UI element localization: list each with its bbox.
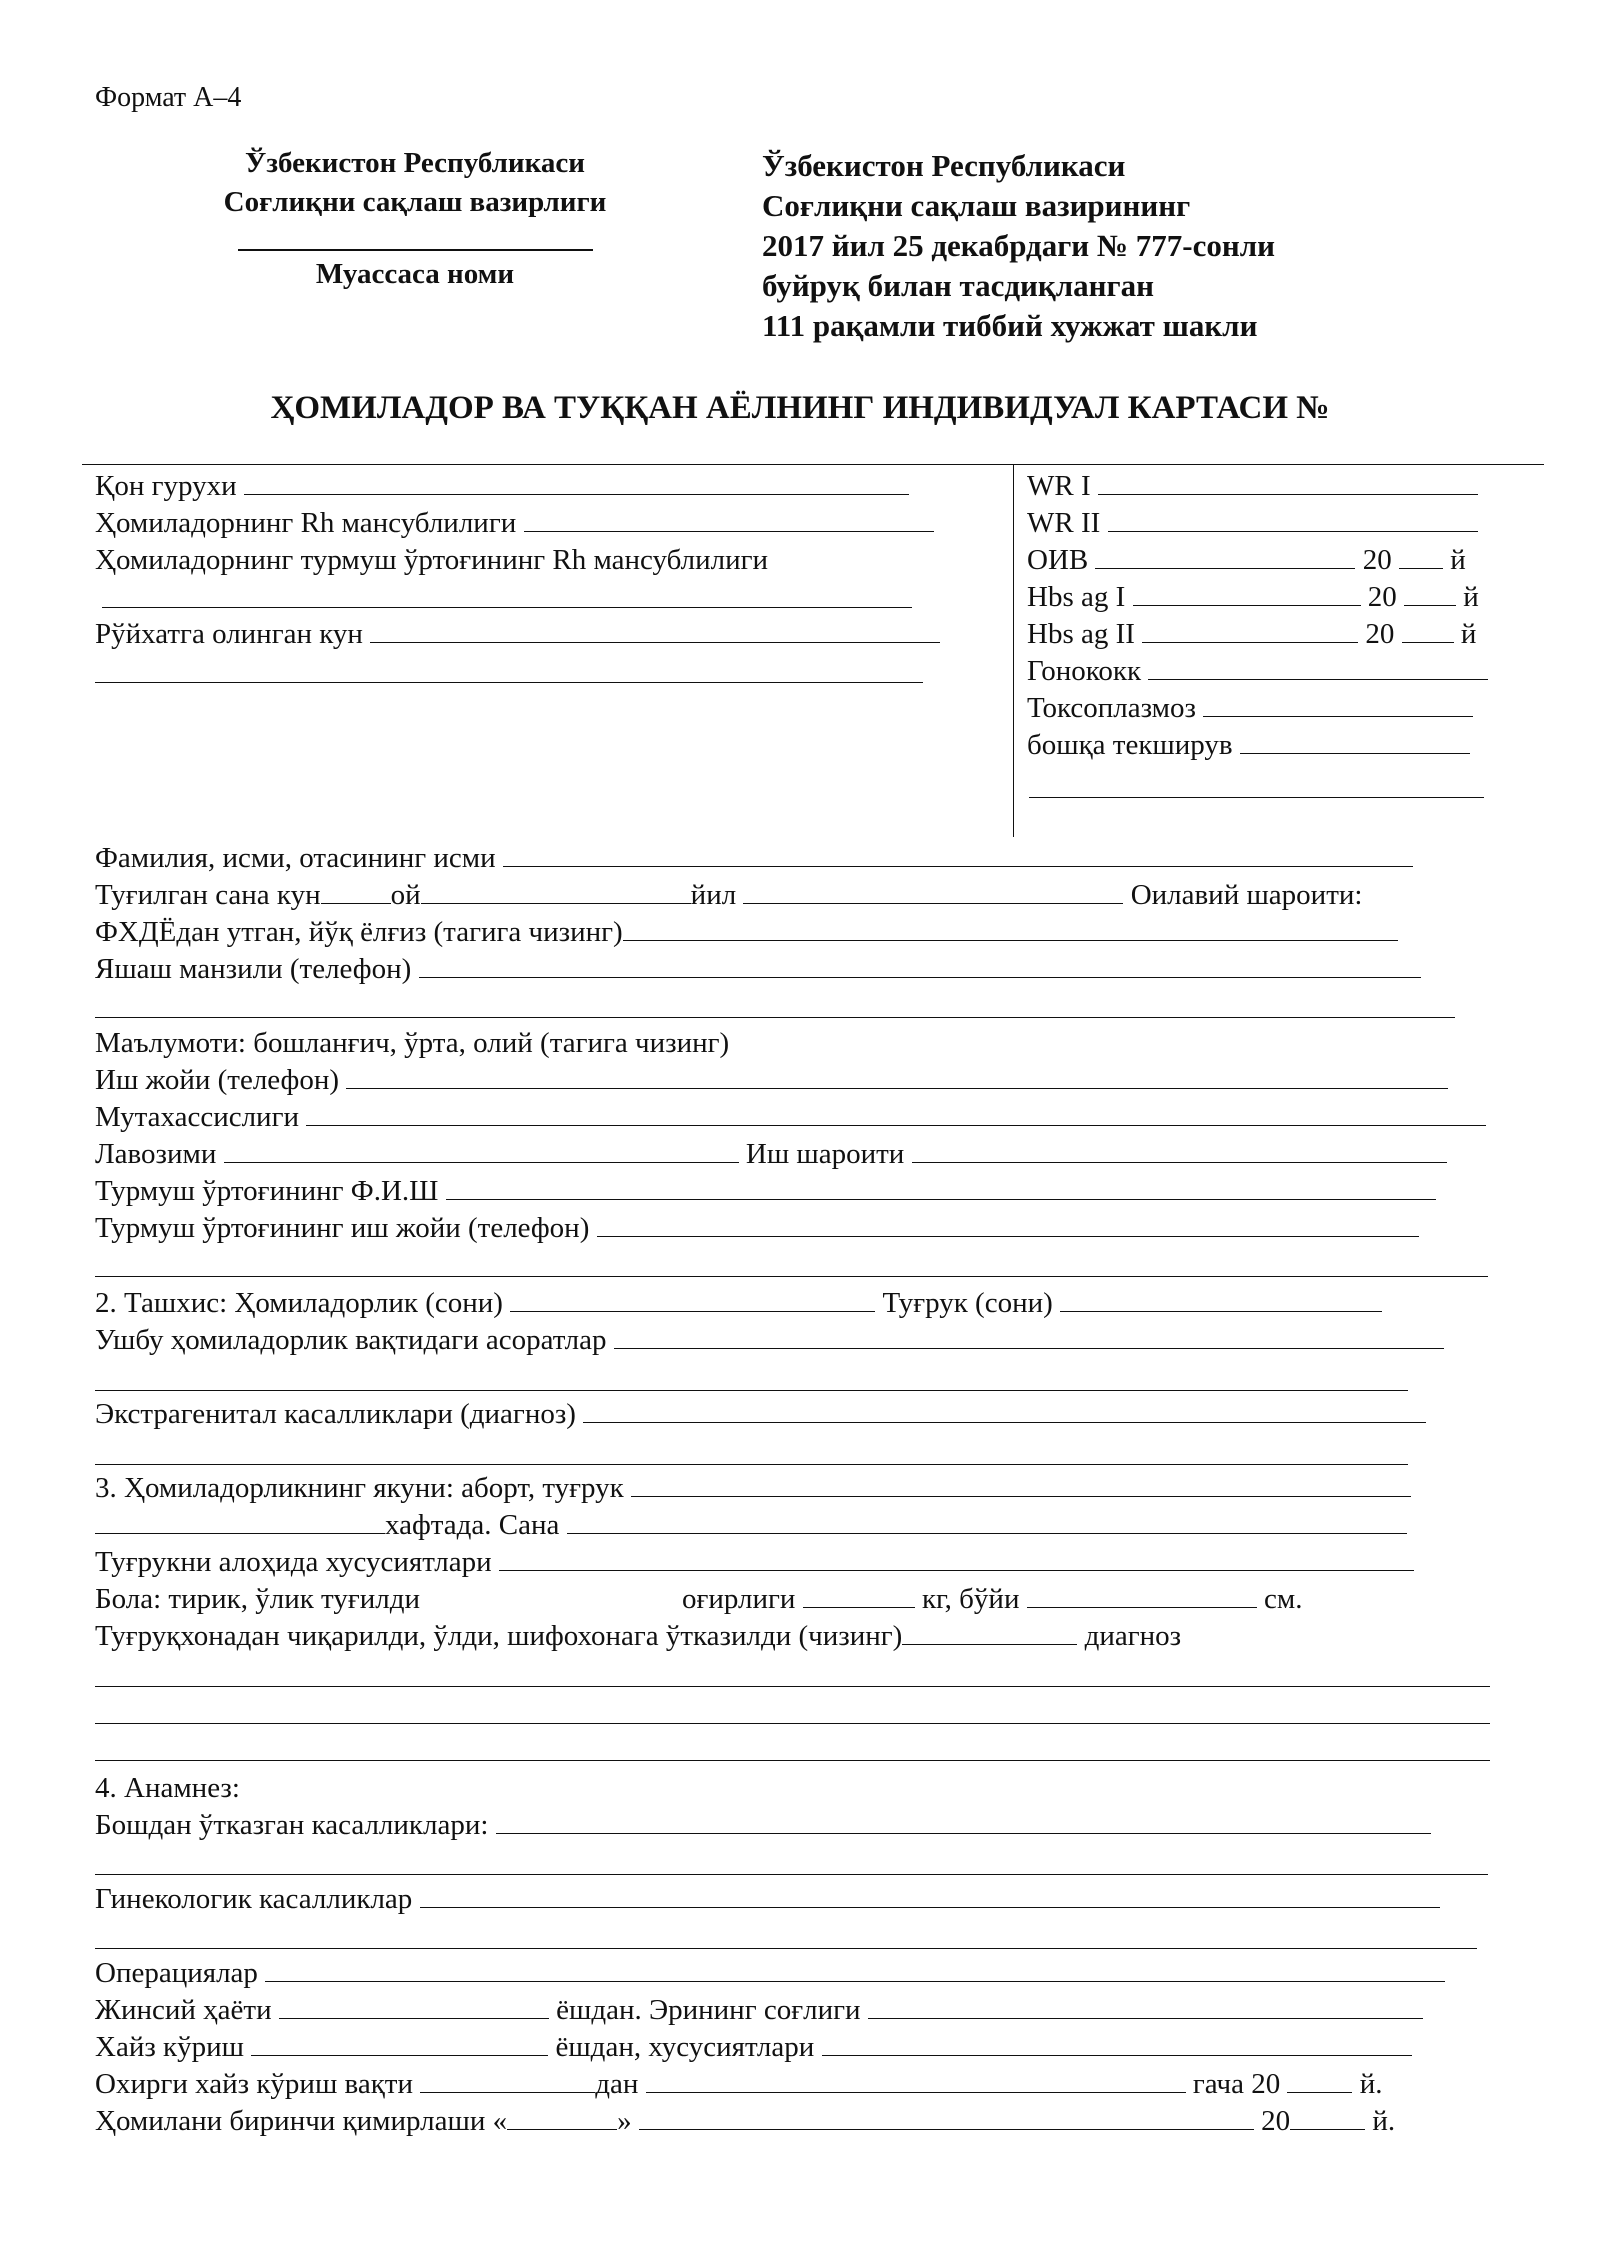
child-row: Бола: тирик, ўлик туғилди оғирлиги кг, бўйи см. — [95, 1583, 1303, 1615]
form-title: ҲОМИЛАДОР ВА ТУҚҚАН АЁЛНИНГ ИНДИВИДУАЛ КАРТАСИ № — [270, 390, 1330, 426]
address-field[interactable] — [419, 976, 1421, 978]
reg-date-row: Рўйхатга олинган кун — [95, 616, 940, 653]
rh-field[interactable] — [524, 530, 934, 532]
header-left-line1: Ўзбекистон Республикаси — [245, 147, 585, 179]
specialty-row: Мутахассислиги — [95, 1099, 1486, 1136]
husband-rh-row: Ҳомиладорнинг турмуш ўртоғининг Rh мансублилиги — [95, 544, 769, 576]
hbs1-row: Hbs ag I 20 й — [1027, 581, 1479, 613]
hbs2-row: Hbs ag II 20 й — [1027, 618, 1477, 650]
toxo-row: Токсоплазмоз — [1027, 690, 1473, 727]
anamnesis-heading: 4. Анамнез: — [95, 1772, 240, 1804]
header-left-line2: Соғлиқни сақлаш вазирлиги — [223, 186, 607, 218]
first-move-year-field[interactable] — [1290, 2128, 1365, 2130]
features-row: Туғрукни алоҳида хусусиятлари — [95, 1544, 1414, 1581]
fio-row: Фамилия, исми, отасининг исми — [95, 840, 1413, 877]
outcome-row: 3. Ҳомиладорликнинг якуни: аборт, туғрук — [95, 1470, 1411, 1507]
husband-health-field[interactable] — [868, 2017, 1423, 2019]
hbs1-year-field[interactable] — [1404, 604, 1456, 606]
toxo-field[interactable] — [1203, 715, 1473, 717]
work-field[interactable] — [346, 1087, 1448, 1089]
past-diseases-field[interactable] — [496, 1832, 1431, 1834]
header-right-line1: Ўзбекистон Республикаси — [762, 148, 1126, 183]
first-move-day-field[interactable] — [507, 2128, 617, 2130]
gyn-extra-field[interactable] — [95, 1948, 1477, 1949]
wr2-field[interactable] — [1108, 530, 1478, 532]
sex-life-field[interactable] — [279, 2017, 549, 2019]
position-row: Лавозими Иш шароити — [95, 1136, 1447, 1173]
discharge-field[interactable] — [902, 1643, 1077, 1645]
husband-work-field[interactable] — [597, 1235, 1419, 1237]
husband-rh-field[interactable] — [102, 607, 912, 608]
birth-count-field[interactable] — [1060, 1310, 1382, 1312]
birth-day-field[interactable] — [321, 902, 391, 904]
fio-field[interactable] — [503, 865, 1413, 867]
education-row: Маълумоти: бошланғич, ўрта, олий (тагига чизинг) — [95, 1027, 730, 1059]
table-top-rule — [82, 464, 1544, 465]
complications-row: Ушбу ҳомиладорлик вақтидаги асоратлар — [95, 1322, 1444, 1359]
husband-work-row: Турмуш ўртоғининг иш жойи (телефон) — [95, 1210, 1419, 1247]
zags-row: ФХДЁдан утган, йўқ ёлғиз (тагига чизинг) — [95, 914, 1398, 951]
blood-group-row: Қон гурухи — [95, 468, 909, 505]
hiv-row: ОИВ 20 й — [1027, 544, 1466, 576]
sex-life-row: Жинсий ҳаёти ёшдан. Эрининг соғлиги — [95, 1992, 1423, 2029]
pregnancy-count-field[interactable] — [510, 1310, 875, 1312]
header-right-line3: 2017 йил 25 декабрдаги № 777-сонли — [762, 228, 1275, 263]
last-menses-to-field[interactable] — [646, 2091, 1186, 2093]
gyn-row: Гинекологик касалликлар — [95, 1881, 1440, 1918]
hbs2-field[interactable] — [1142, 641, 1358, 643]
menses-row: Хайз кўриш ёшдан, хусусиятлари — [95, 2029, 1412, 2066]
conditions-field[interactable] — [912, 1161, 1447, 1163]
outcome-date-field[interactable] — [567, 1532, 1407, 1534]
format-label: Формат А–4 — [95, 82, 242, 113]
discharge-extra-field-3[interactable] — [95, 1760, 1490, 1761]
extragenital-row: Экстрагенитал касалликлари (диагноз) — [95, 1396, 1426, 1433]
height-field[interactable] — [1027, 1606, 1257, 1608]
header-right-line5: 111 рақамли тиббий хужжат шакли — [762, 308, 1258, 343]
last-menses-year-field[interactable] — [1287, 2091, 1352, 2093]
hbs1-field[interactable] — [1133, 604, 1361, 606]
gyn-field[interactable] — [420, 1906, 1440, 1908]
header-right-line2: Соғлиқни сақлаш вазирининг — [762, 188, 1191, 223]
outcome-field[interactable] — [631, 1495, 1411, 1497]
extragenital-extra-field[interactable] — [95, 1464, 1408, 1465]
work-row: Иш жойи (телефон) — [95, 1062, 1448, 1099]
operations-field[interactable] — [265, 1980, 1445, 1982]
header-right-line4: буйруқ билан тасдиқланган — [762, 268, 1154, 303]
husband-name-field[interactable] — [446, 1198, 1436, 1200]
weeks-row: хафтада. Сана — [95, 1507, 1407, 1544]
other-tests-field[interactable] — [1240, 752, 1470, 754]
specialty-field[interactable] — [306, 1124, 1486, 1126]
birth-row: Туғилган сана кун ой йил Оилавий шароити: — [95, 879, 1363, 911]
gonococcus-field[interactable] — [1148, 678, 1488, 680]
institution-label: Муассаса номи — [315, 258, 515, 290]
institution-name-line[interactable] — [238, 249, 593, 251]
address-extra-field[interactable] — [95, 1017, 1455, 1018]
first-move-month-field[interactable] — [639, 2128, 1254, 2130]
rh-row: Ҳомиладорнинг Rh мансублилиги — [95, 505, 934, 542]
last-menses-row: Охирги хайз кўриш вақти дан гача 20 й. — [95, 2068, 1383, 2100]
address-row: Яшаш манзили (телефон) — [95, 951, 1421, 988]
gonococcus-row: Гонококк — [1027, 653, 1488, 690]
operations-row: Операциялар — [95, 1955, 1445, 1992]
husband-name-row: Турмуш ўртоғининг Ф.И.Ш — [95, 1173, 1436, 1210]
hiv-field[interactable] — [1095, 567, 1355, 569]
wr1-row: WR I — [1027, 468, 1478, 505]
hiv-year-field[interactable] — [1399, 567, 1443, 569]
first-move-row: Ҳомилани биринчи қимирлаши « » 20 й. — [95, 2105, 1396, 2137]
past-diseases-extra-field[interactable] — [95, 1874, 1488, 1875]
complications-extra-field[interactable] — [95, 1390, 1408, 1391]
last-menses-from-field[interactable] — [420, 2091, 595, 2093]
discharge-row: Туғруқхонадан чиқарилди, ўлди, шифохонага ўтказилди (чизинг) диагноз — [95, 1620, 1182, 1652]
blood-group-field[interactable] — [244, 493, 909, 495]
birth-month-field[interactable] — [421, 902, 691, 904]
wr1-field[interactable] — [1098, 493, 1478, 495]
position-field[interactable] — [224, 1161, 739, 1163]
other-tests-extra-field[interactable] — [1029, 797, 1484, 798]
reg-date-extra-field[interactable] — [95, 682, 923, 683]
weight-field[interactable] — [803, 1606, 915, 1608]
diagnosis-row: 2. Ташхис: Ҳомиладорлик (сони) Туғрук (сони) — [95, 1285, 1382, 1322]
wr2-row: WR II — [1027, 505, 1478, 542]
discharge-extra-field-2[interactable] — [95, 1723, 1490, 1724]
past-diseases-row: Бошдан ўтказган касалликлари: — [95, 1807, 1431, 1844]
birth-year-field[interactable] — [743, 902, 1123, 904]
other-tests-row: бошқа текширув — [1027, 727, 1470, 764]
discharge-extra-field-1[interactable] — [95, 1686, 1490, 1687]
zags-field[interactable] — [623, 939, 1398, 941]
complications-field[interactable] — [614, 1347, 1444, 1349]
menses-field[interactable] — [251, 2054, 548, 2056]
reg-date-field[interactable] — [370, 641, 940, 643]
extragenital-field[interactable] — [583, 1421, 1426, 1423]
features-field[interactable] — [499, 1569, 1414, 1571]
weeks-field[interactable] — [95, 1532, 385, 1534]
menses-features-field[interactable] — [822, 2054, 1412, 2056]
husband-work-extra-field[interactable] — [95, 1276, 1488, 1277]
table-divider — [1013, 465, 1014, 837]
hbs2-year-field[interactable] — [1402, 641, 1454, 643]
